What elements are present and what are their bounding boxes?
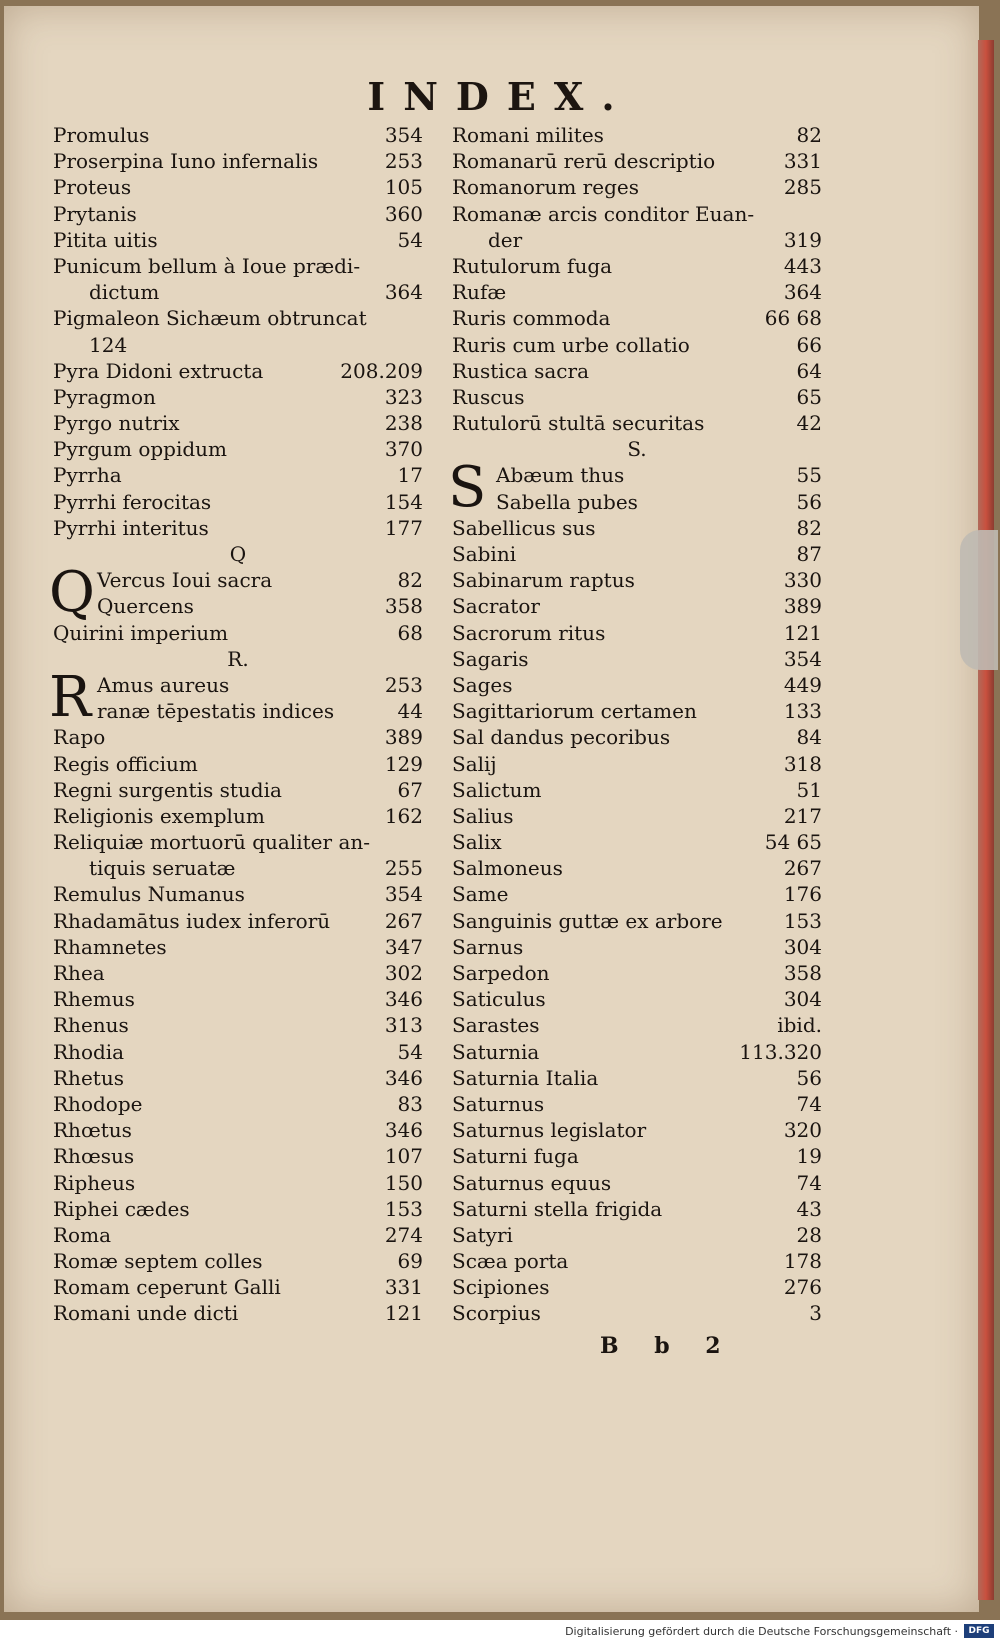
index-entry bbox=[452, 1196, 822, 1222]
index-term: Rhadamātus iudex inferorū bbox=[53, 908, 331, 933]
index-entry bbox=[53, 1039, 423, 1065]
index-entry bbox=[53, 1065, 423, 1091]
index-term: Sarastes bbox=[452, 1013, 540, 1038]
index-term: Sagittariorum certamen bbox=[452, 699, 697, 724]
index-entry bbox=[53, 934, 423, 960]
page-reference: 358 bbox=[783, 961, 822, 985]
index-term: Rhodia bbox=[53, 1039, 125, 1064]
index-term: Pitita uitis bbox=[53, 227, 158, 252]
page-reference: 354 bbox=[384, 123, 423, 147]
index-entry bbox=[452, 253, 822, 279]
page-reference: 17 bbox=[397, 463, 423, 488]
index-letter-heading bbox=[53, 646, 423, 672]
page-reference: 318 bbox=[783, 751, 822, 776]
index-term: Rhetus bbox=[53, 1065, 124, 1090]
page-reference: 346 bbox=[384, 1065, 423, 1090]
page-reference: 253 bbox=[384, 149, 423, 174]
index-term: Romani milites bbox=[452, 123, 604, 147]
page-reference: 54 65 bbox=[764, 830, 822, 855]
index-term: dictum bbox=[89, 280, 160, 305]
index-term: Rhea bbox=[53, 961, 105, 985]
index-term: Roma bbox=[53, 1222, 111, 1247]
index-term: Saticulus bbox=[452, 987, 546, 1012]
index-term: Ripheus bbox=[53, 1170, 136, 1195]
page-title: INDEX. bbox=[367, 74, 633, 119]
page-reference: 267 bbox=[783, 856, 822, 881]
page-reference: 65 bbox=[796, 384, 822, 409]
index-entry bbox=[53, 960, 423, 986]
page-reference: 121 bbox=[783, 620, 822, 645]
index-term: Sabinarum raptus bbox=[452, 568, 635, 593]
index-entry bbox=[53, 986, 423, 1012]
index-entry bbox=[53, 1170, 423, 1196]
index-entry bbox=[53, 777, 423, 803]
page-reference: 238 bbox=[384, 411, 423, 436]
index-entry bbox=[452, 227, 822, 253]
index-term: Vercus Ioui sacra bbox=[97, 568, 273, 593]
index-term: Q bbox=[229, 542, 247, 566]
index-entry bbox=[452, 174, 822, 200]
index-entry bbox=[53, 724, 423, 750]
page-reference: 153 bbox=[783, 908, 822, 933]
page-reference: 304 bbox=[783, 987, 822, 1012]
index-term: Abæum thus bbox=[496, 463, 625, 488]
index-term: Proserpina Iuno infernalis bbox=[53, 149, 319, 174]
index-entry bbox=[53, 1143, 423, 1169]
index-term: Pyrrhi ferocitas bbox=[53, 489, 212, 514]
index-term: Rutulorum fuga bbox=[452, 253, 613, 278]
index-entry bbox=[452, 1065, 822, 1091]
index-term: Sarpedon bbox=[452, 961, 550, 985]
index-entry bbox=[452, 201, 822, 227]
page-reference: 129 bbox=[384, 751, 423, 776]
index-entry bbox=[452, 1012, 822, 1038]
page-reference: 360 bbox=[384, 201, 423, 226]
index-term: Sabellicus sus bbox=[452, 515, 596, 540]
index-term: Pyrrhi interitus bbox=[53, 515, 209, 540]
page-reference: 56 bbox=[796, 489, 822, 514]
index-term: Reliquiæ mortuorū qualiter an- bbox=[53, 830, 371, 855]
index-entry bbox=[452, 1170, 822, 1196]
page-reference: 330 bbox=[783, 568, 822, 593]
index-term: Quercens bbox=[97, 594, 194, 619]
index-term: Pyragmon bbox=[53, 384, 156, 409]
index-term: Promulus bbox=[53, 123, 150, 147]
page-reference: 82 bbox=[796, 123, 822, 147]
page-reference: 84 bbox=[796, 725, 822, 750]
page-reference: 177 bbox=[384, 515, 423, 540]
index-term: Saturnus bbox=[452, 1091, 545, 1116]
index-term: Romanæ arcis conditor Euan- bbox=[452, 201, 755, 226]
page-reference: 319 bbox=[783, 227, 822, 252]
index-entry bbox=[53, 1300, 423, 1326]
index-entry bbox=[452, 646, 822, 672]
index-term: Romanorum reges bbox=[452, 175, 639, 200]
page-reference: 42 bbox=[796, 411, 822, 436]
index-term: Rhœtus bbox=[53, 1118, 132, 1143]
page-edge bbox=[978, 40, 994, 1600]
drop-capital: S bbox=[448, 455, 487, 521]
index-entry bbox=[452, 332, 822, 358]
index-entry bbox=[452, 567, 822, 593]
index-entry bbox=[53, 332, 423, 358]
footer-credit: Digitalisierung gefördert durch die Deutsche Forschungsgemeinschaft · bbox=[565, 1625, 958, 1638]
index-term: Pyra Didoni extructa bbox=[53, 358, 264, 383]
page-reference: 153 bbox=[384, 1196, 423, 1221]
index-entry bbox=[452, 620, 822, 646]
page-reference: 178 bbox=[783, 1249, 822, 1274]
index-term: Romam ceperunt Galli bbox=[53, 1275, 281, 1300]
page-reference: 64 bbox=[796, 358, 822, 383]
index-term: Amus aureus bbox=[97, 672, 230, 697]
index-entry bbox=[452, 908, 822, 934]
index-entry bbox=[452, 1274, 822, 1300]
page-reference: 67 bbox=[397, 777, 423, 802]
index-term: Ruris cum urbe collatio bbox=[452, 332, 690, 357]
index-term: Salix bbox=[452, 830, 502, 855]
index-entry bbox=[53, 436, 423, 462]
index-entry bbox=[452, 593, 822, 619]
index-entry bbox=[452, 1248, 822, 1274]
index-term: Same bbox=[452, 882, 509, 907]
index-entry bbox=[53, 122, 423, 148]
index-letter-heading bbox=[452, 436, 822, 462]
index-entry bbox=[452, 829, 822, 855]
page-reference: 370 bbox=[384, 437, 423, 462]
index-term: Sabini bbox=[452, 542, 517, 566]
page-reference: 82 bbox=[397, 568, 423, 593]
index-term: Quirini imperium bbox=[53, 620, 229, 645]
page-reference: 354 bbox=[384, 882, 423, 907]
index-entry bbox=[53, 803, 423, 829]
page-reference: 66 bbox=[796, 332, 822, 357]
page-reference: 274 bbox=[384, 1222, 423, 1247]
page-reference: 19 bbox=[796, 1144, 822, 1169]
page-clip bbox=[960, 530, 998, 670]
index-term: Sarnus bbox=[452, 934, 524, 959]
index-entry bbox=[452, 1039, 822, 1065]
page-reference: 304 bbox=[783, 934, 822, 959]
index-entry bbox=[452, 934, 822, 960]
signature-mark: B b 2 bbox=[600, 1333, 735, 1359]
page-reference: 150 bbox=[384, 1170, 423, 1195]
index-term: Romæ septem colles bbox=[53, 1249, 263, 1274]
page-reference: 3 bbox=[809, 1301, 822, 1326]
page-reference: 217 bbox=[783, 803, 822, 828]
index-entry bbox=[53, 1091, 423, 1117]
index-entry bbox=[53, 227, 423, 253]
index-term: Sanguinis guttæ ex arbore bbox=[452, 908, 723, 933]
index-term: Pigmaleon Sichæum obtruncat bbox=[53, 306, 367, 331]
page-reference: 56 bbox=[796, 1065, 822, 1090]
index-entry bbox=[53, 148, 423, 174]
index-entry bbox=[53, 1012, 423, 1038]
index-entry bbox=[53, 253, 423, 279]
index-entry bbox=[452, 803, 822, 829]
index-term: Pyrgo nutrix bbox=[53, 411, 180, 436]
page-reference: 162 bbox=[384, 803, 423, 828]
drop-capital: Q bbox=[49, 560, 95, 626]
index-entry bbox=[452, 855, 822, 881]
page-reference: 208.209 bbox=[340, 358, 423, 383]
index-entry bbox=[53, 174, 423, 200]
index-entry bbox=[452, 986, 822, 1012]
page-reference: 107 bbox=[384, 1144, 423, 1169]
page-reference: 74 bbox=[796, 1091, 822, 1116]
page-reference: 54 bbox=[397, 227, 423, 252]
index-entry bbox=[53, 462, 423, 488]
page-reference: 443 bbox=[783, 253, 822, 278]
index-term: Romanarū rerū descriptio bbox=[452, 149, 716, 174]
page-reference: 87 bbox=[796, 542, 822, 566]
index-term: Rhœsus bbox=[53, 1144, 135, 1169]
index-column-left bbox=[49, 122, 423, 1327]
index-entry bbox=[452, 122, 822, 148]
page-reference: 449 bbox=[783, 672, 822, 697]
page-reference: 51 bbox=[796, 777, 822, 802]
page-reference: 55 bbox=[796, 463, 822, 488]
page-reference: 364 bbox=[384, 280, 423, 305]
index-entry bbox=[452, 358, 822, 384]
index-term: Regis officium bbox=[53, 751, 198, 776]
index-term: Sages bbox=[452, 672, 513, 697]
index-entry bbox=[53, 410, 423, 436]
index-entry bbox=[53, 829, 423, 855]
index-term: Ruris commoda bbox=[452, 306, 611, 331]
index-term: 124 bbox=[89, 332, 128, 357]
page-reference: 68 bbox=[397, 620, 423, 645]
index-entry bbox=[452, 489, 822, 515]
index-term: Sagaris bbox=[452, 646, 529, 671]
page-reference: 320 bbox=[783, 1118, 822, 1143]
index-term: Rhemus bbox=[53, 987, 135, 1012]
index-term: Saturni fuga bbox=[452, 1144, 579, 1169]
index-entry bbox=[53, 751, 423, 777]
index-entry bbox=[53, 881, 423, 907]
index-entry bbox=[452, 410, 822, 436]
index-term: R. bbox=[227, 646, 249, 671]
index-entry bbox=[53, 908, 423, 934]
page-reference: 113.320 bbox=[739, 1039, 822, 1064]
index-entry bbox=[53, 515, 423, 541]
index-term: Rutulorū stultā securitas bbox=[452, 411, 705, 436]
page-reference: 389 bbox=[384, 725, 423, 750]
index-term: Rhamnetes bbox=[53, 934, 167, 959]
page-reference: 346 bbox=[384, 1118, 423, 1143]
page-reference: 358 bbox=[384, 594, 423, 619]
index-term: Rufæ bbox=[452, 280, 507, 305]
index-term: Romani unde dicti bbox=[53, 1301, 239, 1326]
index-term: S. bbox=[627, 437, 647, 462]
index-entry bbox=[452, 881, 822, 907]
page-reference: 347 bbox=[384, 934, 423, 959]
index-term: Salius bbox=[452, 803, 514, 828]
index-term: Pyrrha bbox=[53, 463, 122, 488]
page-reference: 323 bbox=[384, 384, 423, 409]
index-term: Prytanis bbox=[53, 201, 137, 226]
index-entry bbox=[452, 1143, 822, 1169]
index-entry bbox=[452, 672, 822, 698]
index-term: Salictum bbox=[452, 777, 542, 802]
index-term: tiquis seruatæ bbox=[89, 856, 236, 881]
index-term: Ruscus bbox=[452, 384, 525, 409]
page-reference: 354 bbox=[783, 646, 822, 671]
page-reference: 331 bbox=[783, 149, 822, 174]
index-term: Salij bbox=[452, 751, 497, 776]
index-term: der bbox=[488, 227, 523, 252]
page-reference: 331 bbox=[384, 1275, 423, 1300]
page-reference: 154 bbox=[384, 489, 423, 514]
index-entry bbox=[53, 1274, 423, 1300]
index-entry bbox=[452, 305, 822, 331]
index-entry bbox=[452, 777, 822, 803]
index-term: Sacrorum ritus bbox=[452, 620, 606, 645]
index-term: Sabella pubes bbox=[496, 489, 638, 514]
dfg-logo: DFG bbox=[964, 1624, 994, 1638]
index-term: Saturnia Italia bbox=[452, 1065, 599, 1090]
index-term: Saturnus equus bbox=[452, 1170, 612, 1195]
index-entry bbox=[452, 960, 822, 986]
index-entry bbox=[53, 201, 423, 227]
index-entry bbox=[53, 489, 423, 515]
page-reference: 69 bbox=[397, 1249, 423, 1274]
index-letter-heading bbox=[53, 541, 423, 567]
page-reference: 285 bbox=[783, 175, 822, 200]
page-reference: 74 bbox=[796, 1170, 822, 1195]
page-reference: 276 bbox=[783, 1275, 822, 1300]
index-entry bbox=[53, 358, 423, 384]
index-term: Proteus bbox=[53, 175, 132, 200]
index-term: Punicum bellum à Ioue prædi- bbox=[53, 253, 361, 278]
index-entry bbox=[452, 751, 822, 777]
index-entry bbox=[53, 593, 423, 619]
index-term: Remulus Numanus bbox=[53, 882, 245, 907]
index-entry bbox=[53, 855, 423, 881]
page-reference: 253 bbox=[384, 672, 423, 697]
index-term: Rhodope bbox=[53, 1091, 143, 1116]
index-entry bbox=[452, 1091, 822, 1117]
index-term: Religionis exemplum bbox=[53, 803, 265, 828]
page-reference: 121 bbox=[384, 1301, 423, 1326]
index-entry bbox=[452, 279, 822, 305]
index-entry bbox=[452, 384, 822, 410]
index-entry bbox=[53, 305, 423, 331]
index-entry bbox=[53, 1248, 423, 1274]
page-reference: 267 bbox=[384, 908, 423, 933]
page-reference: 43 bbox=[796, 1196, 822, 1221]
page-reference: 44 bbox=[397, 699, 423, 724]
index-entry bbox=[452, 1222, 822, 1248]
index-entry bbox=[452, 1300, 822, 1326]
page-reference: 82 bbox=[796, 515, 822, 540]
index-term: Pyrgum oppidum bbox=[53, 437, 228, 462]
index-term: Rapo bbox=[53, 725, 106, 750]
index-term: Rhenus bbox=[53, 1013, 129, 1038]
page-reference: 313 bbox=[384, 1013, 423, 1038]
page-reference: 364 bbox=[783, 280, 822, 305]
index-term: Saturni stella frigida bbox=[452, 1196, 663, 1221]
index-term: Sacrator bbox=[452, 594, 540, 619]
page-reference: 105 bbox=[384, 175, 423, 200]
index-entry bbox=[53, 1196, 423, 1222]
index-column-right bbox=[448, 122, 822, 1327]
index-term: ranæ tēpestatis indices bbox=[97, 699, 335, 724]
index-term: Rustica sacra bbox=[452, 358, 589, 383]
index-term: Scæa porta bbox=[452, 1249, 569, 1274]
index-entry bbox=[452, 515, 822, 541]
index-entry bbox=[53, 620, 423, 646]
index-term: Salmoneus bbox=[452, 856, 563, 881]
page-reference: 346 bbox=[384, 987, 423, 1012]
index-entry bbox=[53, 698, 423, 724]
index-term: Sal dandus pecoribus bbox=[452, 725, 671, 750]
page-reference: 133 bbox=[783, 699, 822, 724]
page-reference: 83 bbox=[397, 1091, 423, 1116]
index-entry bbox=[452, 148, 822, 174]
page-reference: 389 bbox=[783, 594, 822, 619]
index-entry bbox=[452, 724, 822, 750]
page-reference: 302 bbox=[384, 961, 423, 985]
page-reference: ibid. bbox=[777, 1013, 822, 1038]
index-entry bbox=[452, 698, 822, 724]
index-entry bbox=[452, 1117, 822, 1143]
index-term: Satyri bbox=[452, 1222, 513, 1247]
page-reference: 255 bbox=[384, 856, 423, 881]
index-term: Scipiones bbox=[452, 1275, 550, 1300]
index-entry bbox=[53, 1222, 423, 1248]
drop-capital: R bbox=[49, 664, 92, 730]
index-entry bbox=[53, 1117, 423, 1143]
index-entry bbox=[53, 279, 423, 305]
index-term: Regni surgentis studia bbox=[53, 777, 282, 802]
page-reference: 66 68 bbox=[764, 306, 822, 331]
page-reference: 176 bbox=[783, 882, 822, 907]
index-entry bbox=[452, 541, 822, 567]
page-reference: 28 bbox=[796, 1222, 822, 1247]
page-reference: 54 bbox=[397, 1039, 423, 1064]
index-term: Scorpius bbox=[452, 1301, 541, 1326]
index-term: Riphei cædes bbox=[53, 1196, 190, 1221]
index-term: Saturnus legislator bbox=[452, 1118, 647, 1143]
index-term: Saturnia bbox=[452, 1039, 540, 1064]
index-entry bbox=[53, 384, 423, 410]
